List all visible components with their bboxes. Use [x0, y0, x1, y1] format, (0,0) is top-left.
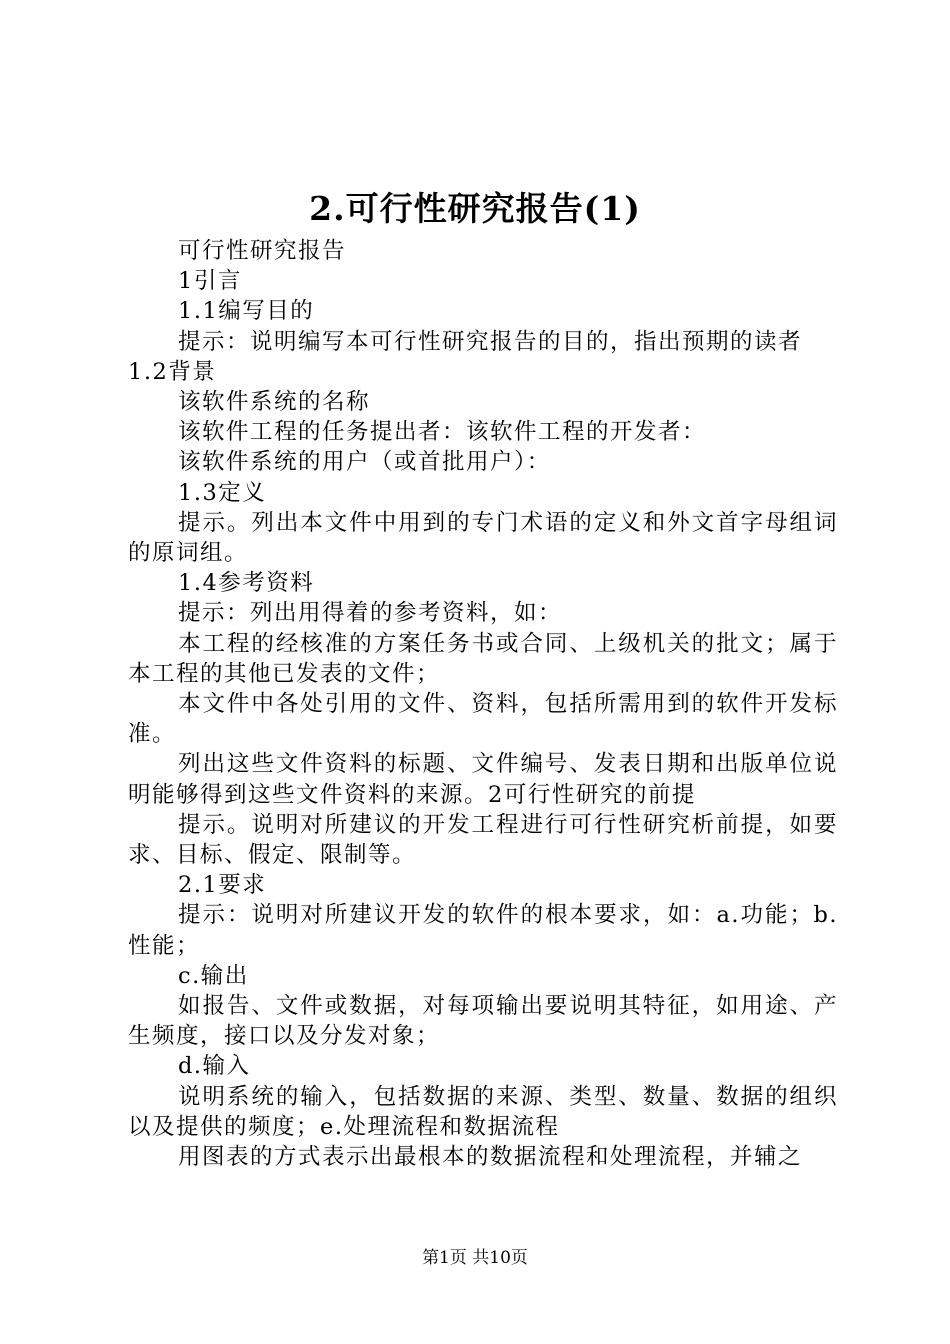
paragraph: 可行性研究报告 [178, 238, 347, 264]
paragraph: 提示：说明对所建议开发的软件的根本要求，如：a.功能；b.性能； [128, 902, 838, 959]
paragraph: 提示：说明编写本可行性研究报告的目的，指出预期的读者 [178, 328, 803, 355]
paragraph: 本工程的经核准的方案任务书或合同、上级机关的批文；属于本工程的其他已发表的文件； [128, 630, 838, 687]
paragraph: 如报告、文件或数据，对每项输出要说明其特征，如用途、产生频度，接口以及分发对象； [128, 993, 838, 1050]
document-body [128, 236, 838, 1172]
paragraph: 2.1要求 [178, 872, 267, 899]
paragraph: 提示。列出本文件中用到的专门术语的定义和外文首字母组词的原词组。 [128, 509, 838, 567]
page-footer: 第1页 共10页 [422, 1248, 528, 1268]
paragraph: 说明系统的输入，包括数据的来源、类型、数量、数据的组织以及提供的频度；e.处理流程和数据流程 [128, 1083, 838, 1140]
paragraph: 用图表的方式表示出最根本的数据流程和处理流程，并辅之 [178, 1144, 803, 1171]
paragraph: 1.1编写目的 [178, 298, 315, 325]
paragraph: 该软件系统的名称 [178, 389, 371, 416]
paragraph: 提示。说明对所建议的开发工程进行可行性研究析前提，如要求、目标、假定、限制等。 [128, 811, 838, 869]
paragraph: c.输出 [178, 962, 249, 989]
paragraph: 1.3定义 [178, 479, 267, 506]
paragraph: 1.4参考资料 [178, 570, 315, 597]
paragraph: 1引言 [178, 268, 242, 295]
paragraph: 1.2背景 [128, 358, 217, 385]
document-title: 2.可行性研究报告(1) [309, 189, 641, 228]
paragraph: 提示：列出用得着的参考资料，如： [178, 600, 563, 627]
paragraph: 列出这些文件资料的标题、文件编号、发表日期和出版单位说明能够得到这些文件资料的来源。2可行性研究的前提 [128, 751, 838, 808]
paragraph: d.输入 [178, 1053, 251, 1080]
paragraph: 该软件系统的用户（或首批用户）： [178, 449, 551, 476]
paragraph: 本文件中各处引用的文件、资料，包括所需用到的软件开发标准。 [128, 691, 838, 748]
paragraph: 该软件工程的任务提出者：该软件工程的开发者： [178, 419, 707, 446]
